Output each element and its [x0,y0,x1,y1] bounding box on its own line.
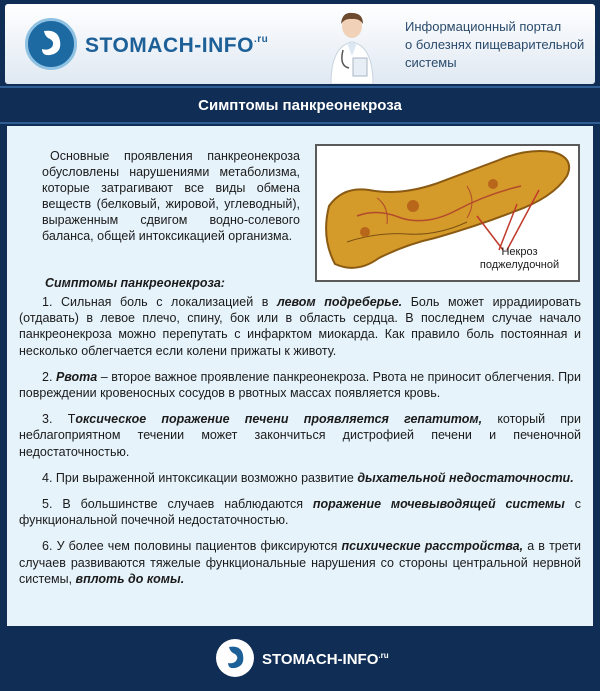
footer [0,626,600,691]
item-text: Сильная боль с локализацией в [61,295,277,309]
stomach-logo-icon [25,18,77,70]
list-item [19,294,581,359]
necrosis-label-line-2: поджелудочной [479,259,560,271]
portal-description [405,18,595,72]
section-title: Симптомы панкреонекроза: [45,276,225,290]
symptom-list [19,294,581,597]
logo-text [85,34,268,58]
item-number: 1. [42,295,53,309]
list-item [19,538,581,587]
item-emphasis: Рвота [55,369,98,384]
list-item [19,496,581,528]
item-text: Боль может иррадиировать (отдавать) в левое плечо, спину, бок или в область сердца. В последнем случае начало панкреонекроза можно перепутать с инфарктом миокарда. Как правило боль постоянная и несколько облегчается если колени прижаты к животу. [19,295,581,358]
item-text: Т [67,412,76,427]
necrosis-label [462,246,577,272]
list-item [19,411,581,460]
footer-suffix: .ru [378,651,389,660]
item-number: 2. [42,369,53,384]
content-panel [7,126,593,626]
item-text: У более чем половины пациентов фиксируются [56,539,342,554]
doctor-icon [323,10,381,84]
logo-wordmark: STOMACH-INFO [85,34,254,57]
item-number: 3. [42,412,53,427]
item-text: При выраженной интоксикации возможно развитие [55,470,358,485]
list-item [19,369,581,401]
footer-wordmark: STOMACH-INFO [262,651,379,668]
item-number: 4. [42,470,53,485]
item-emphasis: вплоть до комы. [75,571,185,586]
item-emphasis: психические расстройства, [341,539,524,554]
list-item [19,470,581,486]
pancreas-illustration [315,144,580,282]
title-bar [0,86,600,124]
portal-line-1: Информационный портал [405,19,562,34]
page-title: Симптомы панкреонекроза [198,97,402,114]
item-text: В большинстве случаев наблюдаются [62,497,313,512]
item-emphasis: поражение мочевыводящей системы [312,497,565,512]
item-emphasis: левом подреберье. [276,295,403,309]
item-number: 6. [42,539,53,554]
necrosis-label-line-1: Некроз [501,246,538,258]
item-emphasis: оксическое поражение печени проявляется гепатитом, [75,412,483,427]
item-number: 5. [42,497,53,512]
intro-paragraph: Основные проявления панкреонекроза обусловлены нарушениями метаболизма, которые затрагивают все виды обмена веществ (белковый, жировой, углеводный), выраженным сдвигом водно-солевого баланса, общей интоксикацией организма. [42,149,300,243]
portal-line-2: о болезнях пищеварительной [405,37,585,52]
item-emphasis: дыхательной недостаточности. [357,470,574,485]
portal-line-3: системы [405,55,457,70]
footer-stomach-logo-icon [216,639,254,677]
item-text: который при неблагоприятном течении может закончиться дистрофией печени и печеночной недостаточностью. [19,412,581,459]
item-text: – второе важное проявление панкреонекроза. Рвота не приносит облегчения. При повреждении кровеносных сосудов в рвотных массах появляется кровь. [19,369,581,401]
item-text: а в трети случаев развиваются тяжелые функциональные нарушения со стороны центральной нервной системы, [19,539,581,586]
header [5,4,595,84]
logo-suffix: .ru [253,34,269,45]
item-text: с функциональной почечной недостаточностью. [19,497,581,528]
footer-logo-text [262,651,389,668]
